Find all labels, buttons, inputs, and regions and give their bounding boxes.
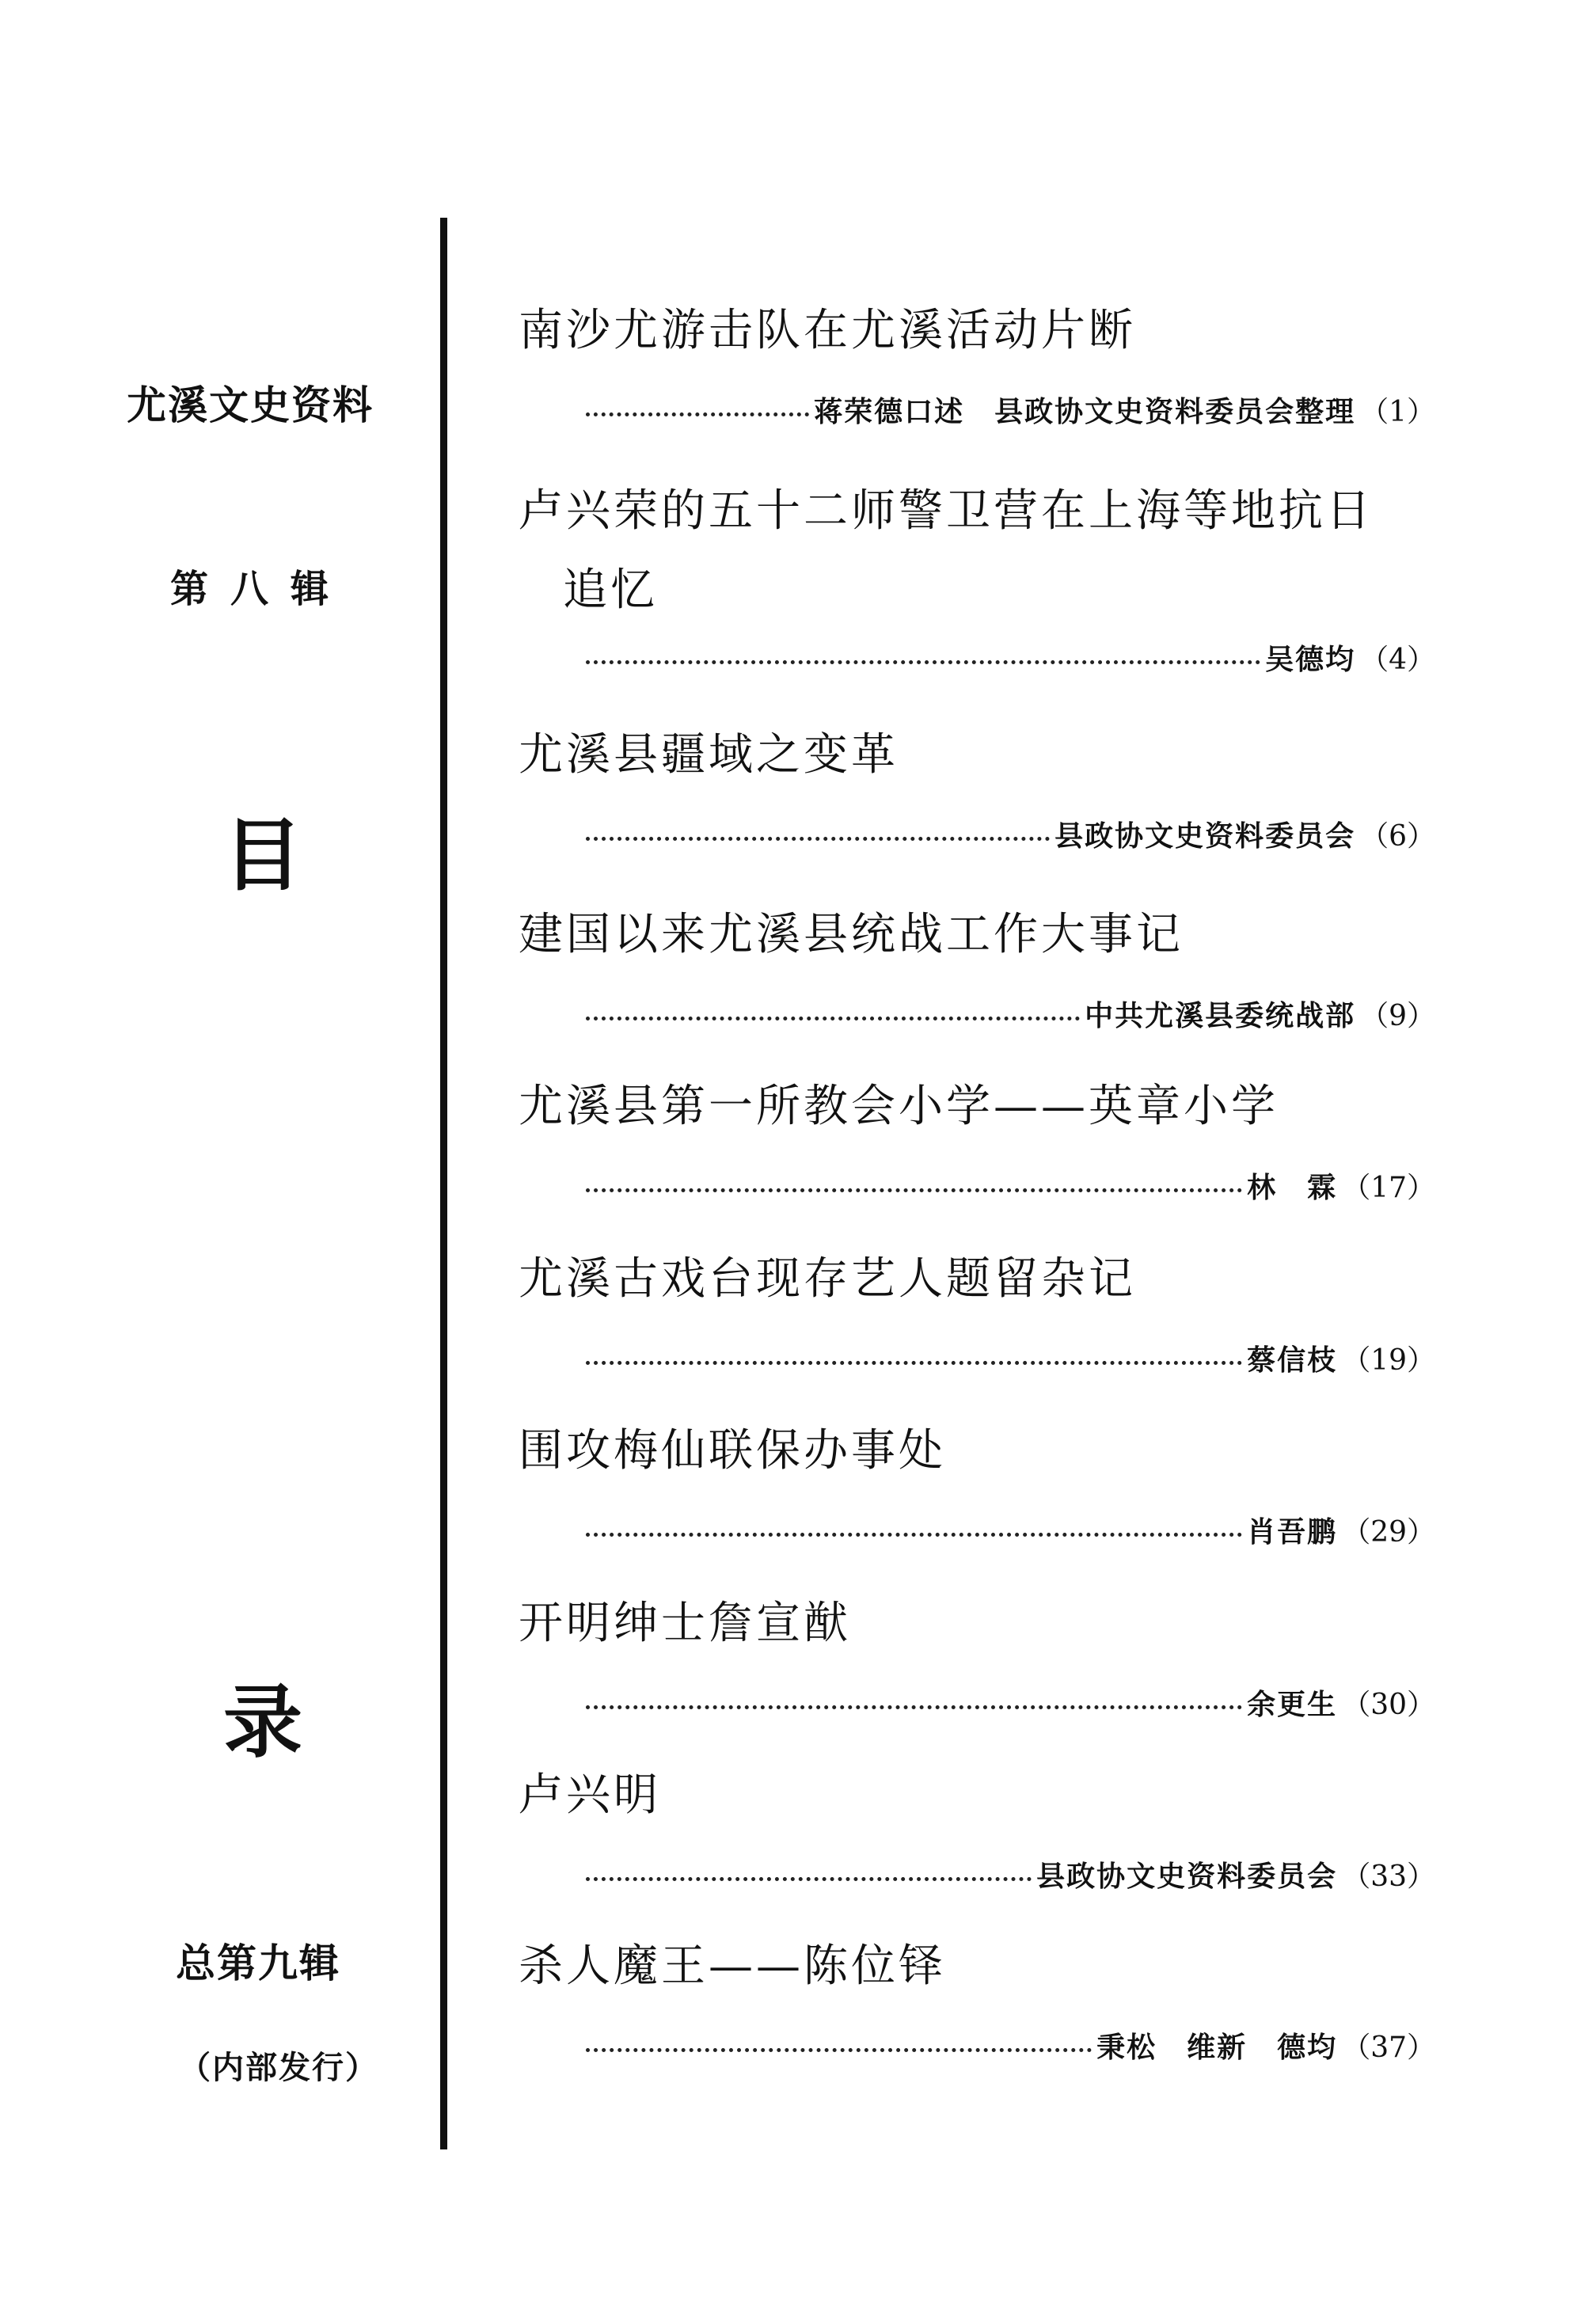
toc-entry-author: 县政协文史资料委员会 [1054,820,1356,853]
toc-entry[interactable] [519,1938,1484,2064]
toc-heading-char-mu: 目 [223,809,302,902]
total-volume-label: 总第九辑 [176,1940,340,1986]
toc-entry-title: 建国以来尤溪县统战工作大事记 [519,909,1184,960]
toc-leader-line [586,1682,1435,1723]
toc-entry-author: 余更生 [1247,1689,1338,1721]
leader-dots [586,1188,1242,1192]
toc-entry-title: 围攻梅仙联保办事处 [519,1425,946,1477]
toc-entry-page: （17） [1342,1172,1435,1204]
toc-entry-page: （4） [1360,644,1435,676]
toc-entry-title-continuation: 追忆 [563,564,658,616]
toc-leader-line [586,1165,1435,1206]
series-title: 尤溪文史资料 [127,382,374,428]
toc-entry-title: 尤溪古戏台现存艺人题留杂记 [519,1253,1136,1305]
toc-entry-page: （33） [1342,1860,1435,1893]
vertical-divider [440,218,447,2149]
toc-entry-page: （19） [1342,1344,1435,1377]
leader-dots [586,1705,1242,1709]
toc-entry-title: 南沙尤游击队在尤溪活动片断 [519,305,1136,356]
leader-dots [586,412,809,416]
toc-entry-page: （1） [1360,396,1435,428]
leader-dots [586,1877,1032,1881]
leader-dots [586,1533,1242,1537]
toc-leader-line [586,814,1435,854]
toc-entry-page: （6） [1360,820,1435,853]
toc-entry-title: 卢兴荣的五十二师警卫营在上海等地抗日 [519,485,1374,537]
leader-dots [586,2048,1092,2052]
toc-entry-author: 林 霖 [1247,1172,1338,1204]
toc-entry[interactable] [519,906,1484,1032]
toc-entry[interactable] [519,727,1484,853]
toc-leader-line [586,1510,1435,1550]
toc-entry-title: 杀人魔王——陈位铎 [519,1940,946,1992]
toc-entry-author: 县政协文史资料委员会 [1036,1860,1338,1893]
toc-leader-line [586,2025,1435,2066]
toc-entry-title: 尤溪县疆域之变革 [519,729,899,781]
toc-entry-author: 吴德均 [1265,644,1356,676]
toc-entry-title: 开明绅士詹宣猷 [519,1598,851,1649]
toc-leader-line [586,994,1435,1034]
toc-entry-author: 蒋荣德口述 县政协文史资料委员会整理 [814,396,1356,428]
toc-entry[interactable] [519,1251,1484,1377]
toc-entry-title: 尤溪县第一所教会小学——英章小学 [519,1081,1279,1132]
toc-leader-line [586,637,1435,678]
toc-entry-page: （30） [1342,1689,1435,1721]
toc-entry[interactable] [519,302,1484,428]
toc-leader-line [586,1854,1435,1895]
leader-dots [586,837,1050,841]
toc-entry-page: （9） [1360,1000,1435,1032]
volume-label: 第八辑 [170,567,352,611]
toc-entry[interactable] [519,483,1484,676]
toc-entry-author: 肖吾鹏 [1247,1516,1338,1549]
toc-entry[interactable] [519,1595,1484,1721]
toc-entry[interactable] [519,1078,1484,1204]
toc-leader-line [586,1338,1435,1378]
toc-entry-page: （37） [1342,2031,1435,2064]
distribution-note: （内部发行） [179,2050,378,2086]
toc-leader-line [586,390,1435,430]
toc-entry-author: 秉松 维新 德均 [1096,2031,1338,2064]
leader-dots [586,1017,1080,1020]
toc-entry-title: 卢兴明 [519,1769,661,1821]
toc-entry-page: （29） [1342,1516,1435,1549]
leader-dots [586,1361,1242,1365]
toc-entry-author: 蔡信枝 [1247,1344,1338,1377]
toc-entry-author: 中共尤溪县委统战部 [1085,1000,1356,1032]
toc-entry[interactable] [519,1423,1484,1549]
toc-heading-char-lu: 录 [223,1676,302,1769]
toc-entry[interactable] [519,1767,1484,1893]
leader-dots [586,660,1260,664]
